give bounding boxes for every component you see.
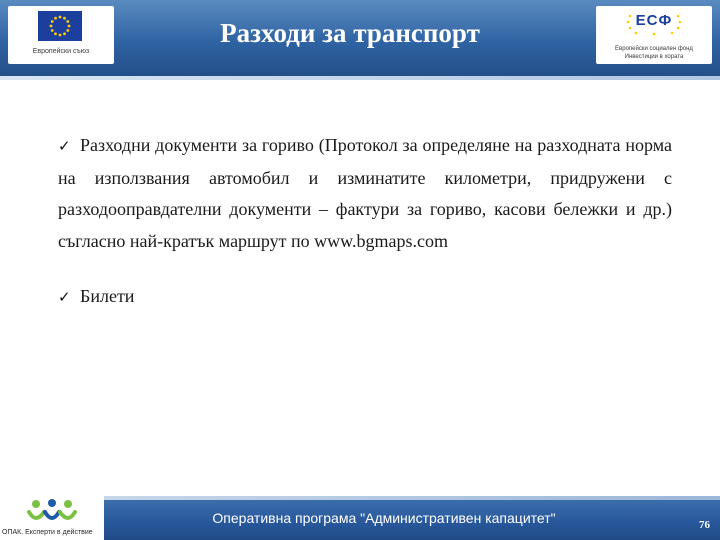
esf-name: ЕСФ xyxy=(635,12,673,29)
slide-header xyxy=(0,0,720,76)
header-divider xyxy=(0,76,720,80)
opak-logo-icon xyxy=(26,498,78,526)
opak-caption: ОПАК. Експерти в действие xyxy=(2,529,93,536)
page-number: 76 xyxy=(699,519,710,531)
bullet-text: Билети xyxy=(80,286,135,306)
opak-logo xyxy=(0,496,104,540)
bullet-text: Разходни документи за гориво (Протокол за определяне на разходната норма на използвания автомобил и изминатите километри, придружени с разходооправдателни документи – фактури за гориво, касови бележки и др.) съгласно най-кратък маршрут по www.bgmaps.com xyxy=(58,135,672,251)
esf-caption-line2: Инвестиции в хората xyxy=(624,54,684,60)
checkmark-icon: ✓ xyxy=(58,137,71,155)
slide-content xyxy=(58,130,672,314)
esf-logo xyxy=(596,6,712,64)
page-title: Разходи за транспорт xyxy=(220,18,480,48)
bullet-item-tickets xyxy=(58,281,672,314)
eu-flag-icon xyxy=(38,11,82,41)
eu-logo xyxy=(8,6,114,64)
program-name: Оперативна програма "Административен капацитет" xyxy=(212,510,556,526)
bullet-item-fuel-documents xyxy=(58,130,672,257)
checkmark-icon: ✓ xyxy=(58,288,71,306)
eu-caption: Европейски съюз xyxy=(32,48,90,55)
esf-caption-line1: Европейски социален фонд xyxy=(615,46,693,52)
